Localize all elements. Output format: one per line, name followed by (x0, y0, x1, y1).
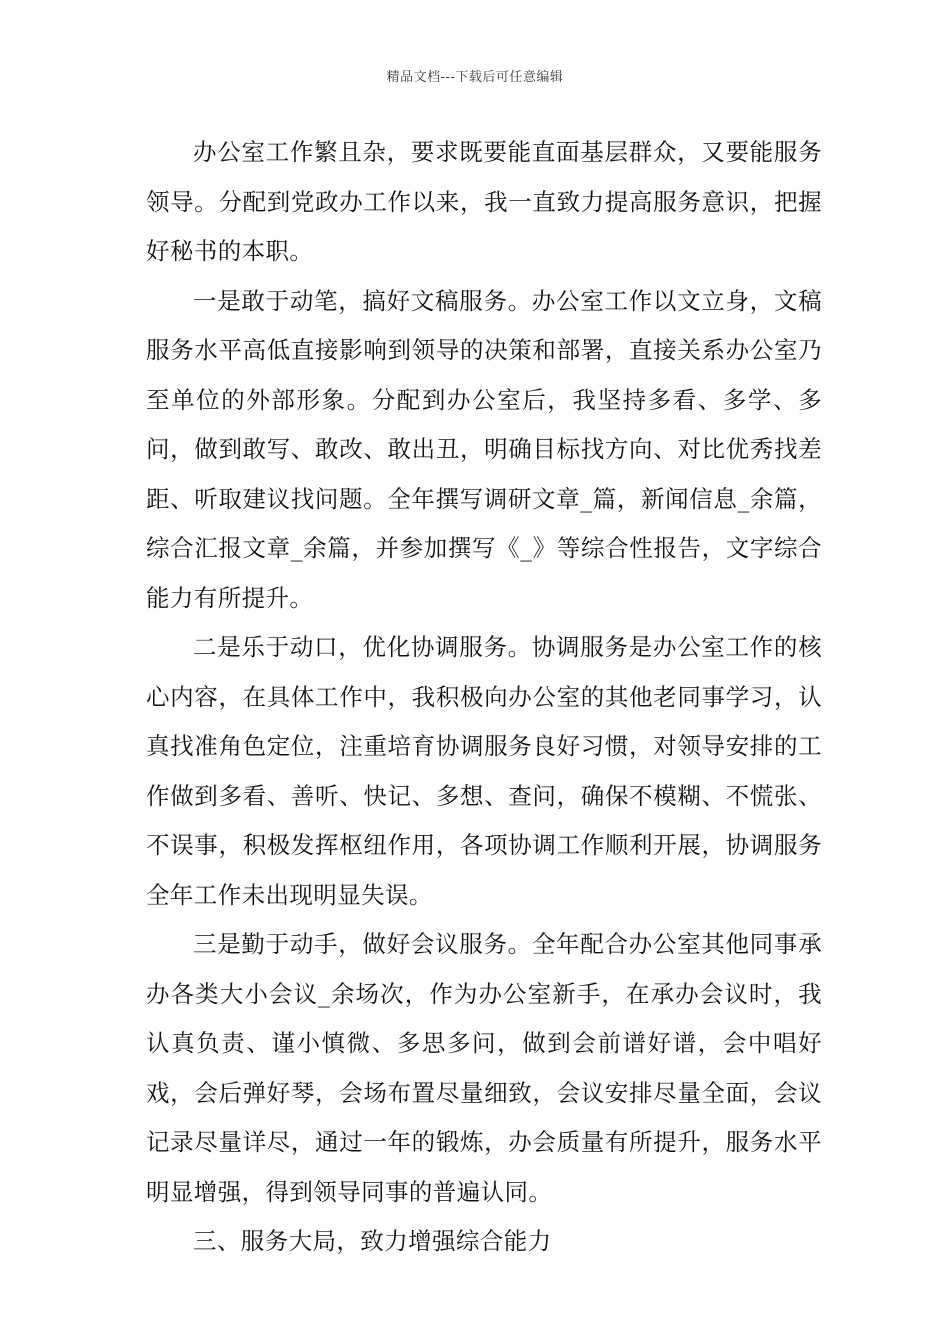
document-body (146, 128, 822, 1267)
paragraph-meeting-service: 三是勤于动手，做好会议服务。全年配合办公室其他同事承办各类大小会议_余场次，作为办公室新手，在承办会议时，我认真负责、谨小慎微、多思多问，做到会前谱好谱，会中唱好戏，会后弹好琴，会场布置尽量细致，会议安排尽量全面，会议记录尽量详尽，通过一年的锻炼，办会质量有所提升，服务水平明显增强，得到领导同事的普遍认同。 (146, 930, 822, 1206)
section-heading: 三、服务大局，致力增强综合能力 (193, 1227, 552, 1255)
page-header-note: 精品文档---下载后可任意编辑 (386, 70, 564, 85)
paragraph-coordination-service: 二是乐于动口，优化协调服务。协调服务是办公室工作的核心内容，在具体工作中，我积极向办公室的其他老同事学习，认真找准角色定位，注重培育协调服务良好习惯，对领导安排的工作做到多看、善听、快记、多想、查问，确保不模糊、不慌张、不误事，积极发挥枢纽作用，各项协调工作顺利开展，协调服务全年工作未出现明显失误。 (146, 633, 822, 909)
paragraph-writing-service: 一是敢于动笔，搞好文稿服务。办公室工作以文立身，文稿服务水平高低直接影响到领导的决策和部署，直接关系办公室乃至单位的外部形象。分配到办公室后，我坚持多看、多学、多问，做到敢写、敢改、敢出丑，明确目标找方向、对比优秀找差距、听取建议找问题。全年撰写调研文章_篇，新闻信息_余篇，综合汇报文章_余篇，并参加撰写《_》等综合性报告，文字综合能力有所提升。 (146, 286, 822, 612)
paragraph-intro: 办公室工作繁且杂，要求既要能直面基层群众，又要能服务领导。分配到党政办工作以来，我一直致力提高服务意识，把握好秘书的本职。 (146, 138, 822, 265)
